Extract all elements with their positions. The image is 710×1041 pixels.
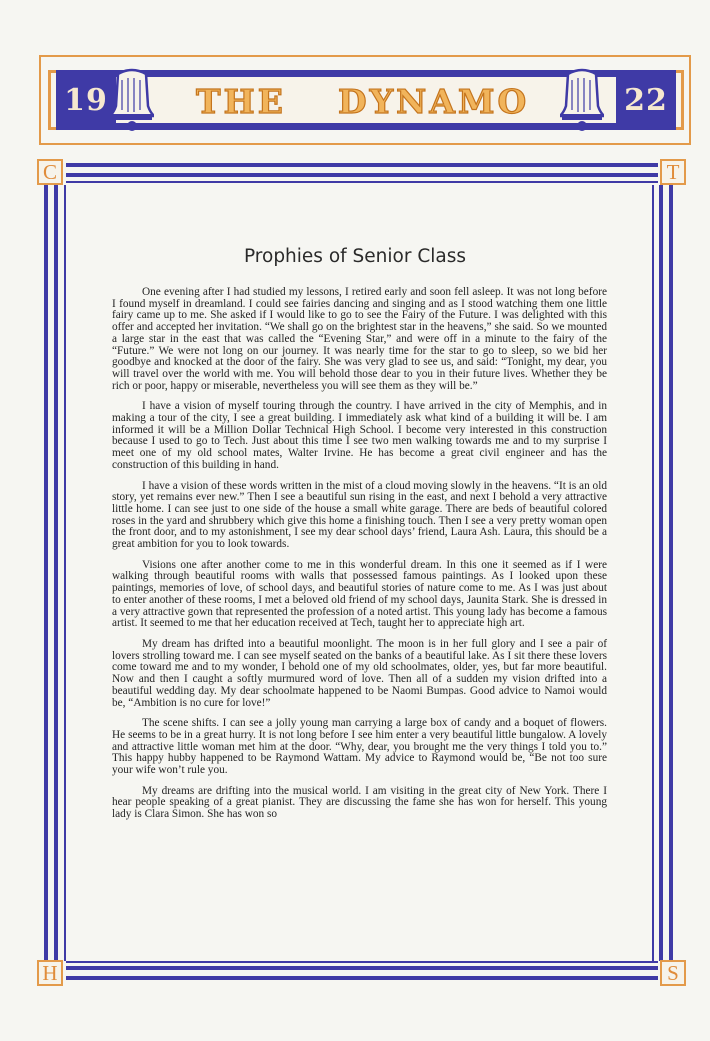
masthead-dynamo: DYNAMO <box>338 82 530 121</box>
frame-bottom-rule-2 <box>66 976 658 980</box>
frame-left-rule-3 <box>64 185 66 961</box>
frame-top-rule-2 <box>66 173 658 177</box>
frame-left-rule-2 <box>54 185 58 961</box>
paragraph: My dreams are drifting into the musical world. I am visiting in the great city of New York. There I hear people speaking of a great pianist. They are discussing the fame she has won for herself. This young lady is Clara Simon. She has won so <box>112 784 607 821</box>
frame-bottom-rule-3 <box>66 961 658 963</box>
paragraph: My dream has drifted into a beautiful moonlight. The moon is in her full glory and I see a pair of lovers strolling toward me. I can see myself seated on the banks of a beautiful lake. As I sit there these lovers come toward me and to my wonder, I behold one of my old schoolmates, older, yes, but far more beautiful. Now and then I caught a softly murmured word of love. Then all of a sudden my vision drifted into a beautiful wedding day. My dear schoolmate happened to be Naomi Bumpas. Good advice to Namoi would be, “Ambition is no cure for love!” <box>112 637 607 709</box>
paragraph: I have a vision of these words written in the mist of a cloud moving slowly in the heavens. “It is an old story, yet remains ever new.” Then I see a beautiful sun rising in the east, and next I behold a very attractive little home. I can see just to one side of the house a small white garage. There are beds of beautiful colored roses in the yard and shrubbery which give this home a finishing touch. Then I see a very pretty woman open the front door, and to my astonishment, I see my dear school days’ friend, Laura Ash. Laura, this should be a great ambition for you to look towards. <box>112 479 607 551</box>
paragraph: Visions one after another come to me in this wonderful dream. In this one it seemed as if I were walking through beautiful rooms with walls that possessed famous paintings. As I looked upon these paintings, memories of love, of school days, and beautiful stories of nature come to me. As I was just about to enter another of these rooms, I met a beloved old friend of my school days, Jaunita Stark. She is dressed in a very attractive gown that represented the profession of a noted artist. This young lady has become a famous artist. It seemed to me that her education received at Tech, taught her to appreciate high art. <box>112 558 607 630</box>
bell-icon <box>110 66 154 132</box>
frame-right-rule-2 <box>659 185 663 961</box>
frame-bottom-rule <box>66 966 658 970</box>
corner-letter-t: T <box>660 159 686 185</box>
corner-letter-h: H <box>37 960 63 986</box>
frame-top-rule <box>66 163 658 167</box>
article-title: Prophies of Senior Class <box>243 246 467 267</box>
article-body <box>112 287 607 830</box>
frame-right-rule-3 <box>652 185 654 961</box>
corner-letter-c: C <box>37 159 63 185</box>
frame-left-rule <box>44 185 48 961</box>
bell-icon <box>560 66 604 132</box>
corner-letter-s: S <box>660 960 686 986</box>
masthead-the: THE <box>196 82 286 121</box>
paragraph: One evening after I had studied my lessons, I retired early and soon fell asleep. It was not long before I found myself in dreamland. I could see fairies dancing and singing and as I stood watching them one little fairy came up to me. She asked if I would like to go to see the Fairy of the Future. I was delighted with this offer and accepted her invitation. “We shall go on the brightest star in the heavens,” she said. So we mounted a large star in the east that was called the “Evening Star,” and were off in a minute to the fairy of the “Future.” We were not long on our journey. It was nearly time for the star to go to sleep, so we bid her goodbye and knocked at the door of the fairy. She was very glad to see us, and said: “Tonight, my dear, you will travel over the world with me. You will behold those dear to you in their future lives. Whether they be rich or poor, happy or miserable, nevertheless you will see them as they will be.” <box>112 286 607 392</box>
paragraph: The scene shifts. I can see a jolly young man carrying a large box of candy and a boquet of flowers. He seems to be in a great hurry. It is not long before I see him enter a very beautiful little bungalow. A lovely and attractive little woman met him at the door. “Why, dear, you brought me the very things I told you to.” This happy hubby happened to be Raymond Wattam. My advice to Raymond would be, “Be not too sure your wife won’t rule you. <box>112 717 607 777</box>
frame-top-rule-3 <box>66 181 658 183</box>
frame-right-rule <box>669 185 673 961</box>
year-right: 22 <box>616 74 676 126</box>
paragraph: I have a vision of myself touring through the country. I have arrived in the city of Memphis, and in making a tour of the city, I see a great building. I immediately ask what kind of a building it will be. I am informed it will be a Million Dollar Technical High School. I become very interested in this construction because I used to go to Tech. Just about this time I see two men walking towards me and to my surprise I meet one of my old school mates, Walter Irvine. He has become a great civil engineer and has the construction of this building in hand. <box>112 400 607 471</box>
year-left: 19 <box>56 74 116 126</box>
